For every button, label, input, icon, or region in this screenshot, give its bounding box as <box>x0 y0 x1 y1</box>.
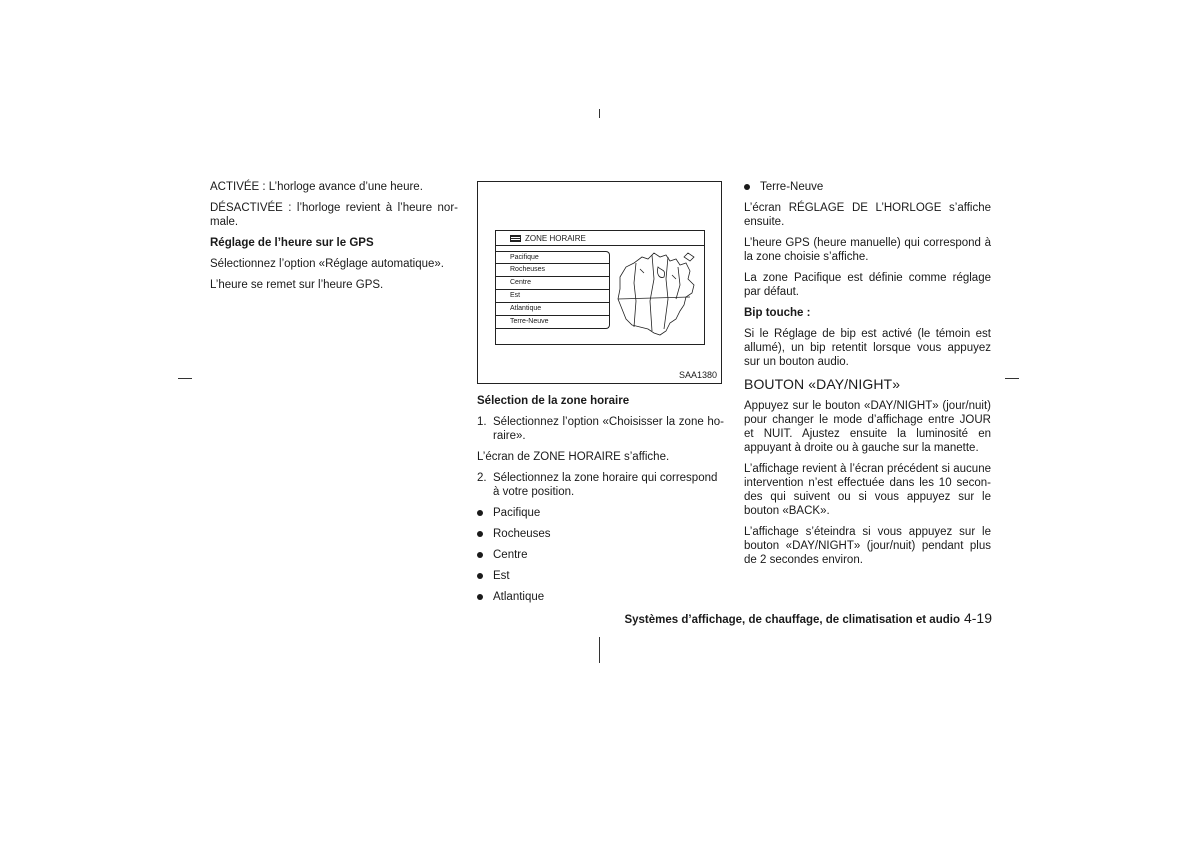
crop-mark-top <box>599 109 600 118</box>
step-text: Sélectionnez la zone horaire qui correspond à votre position. <box>493 472 718 498</box>
menu-item: Pacifique <box>496 251 610 264</box>
middle-column <box>477 394 724 611</box>
screen-title: ZONE HORAIRE <box>525 233 586 243</box>
paragraph-clock-screen: L’écran RÉGLAGE DE L’HORLOGE s’affiche ensuite. <box>744 202 991 228</box>
paragraph-select-auto: Sélectionnez l’option «Réglage automatique». <box>210 258 444 270</box>
left-column <box>210 180 458 299</box>
list-item: Pacifique <box>477 506 724 520</box>
screen-title-bar <box>496 231 704 246</box>
paragraph-beep: Si le Réglage de bip est activé (le témoin est allumé), un bip retentit lorsque vous appuyez sur un bouton audio. <box>744 328 991 368</box>
heading-beep: Bip touche : <box>744 307 811 319</box>
menu-icon <box>510 235 521 242</box>
bullet-icon <box>477 510 483 516</box>
bullet-icon <box>477 531 483 537</box>
list-item: Est <box>477 569 724 583</box>
heading-day-night-button: BOUTON «DAY/NIGHT» <box>744 376 901 392</box>
list-item: Rocheuses <box>477 527 724 541</box>
figure-code: SAA1380 <box>678 370 717 380</box>
menu-item: Rocheuses <box>496 264 610 277</box>
bullet-icon <box>744 184 750 190</box>
step-number: 2. <box>477 472 487 484</box>
chapter-title: Systèmes d’affichage, de chauffage, de climatisation et audio <box>624 614 960 626</box>
figure-time-zone-screen <box>477 181 722 384</box>
screen-illustration <box>495 230 705 345</box>
crop-mark-left <box>178 378 192 379</box>
menu-item: Centre <box>496 277 610 290</box>
list-item: Terre-Neuve <box>744 180 991 194</box>
step-1 <box>477 415 724 443</box>
paragraph-gps-time: L’heure GPS (heure manuelle) qui correspond à la zone choisie s’affiche. <box>744 237 991 263</box>
paragraph-gps-reset: L’heure se remet sur l’heure GPS. <box>210 279 384 291</box>
paragraph-timeout: L’affichage revient à l’écran précédent si aucune intervention n’est effectuée dans les 10 secondes qui suivent ou si vous appuyez sur le bouton «BACK». <box>744 463 991 517</box>
bullet-icon <box>477 594 483 600</box>
paragraph-desactivee: DÉSACTIVÉE : l’horloge revient à l’heure normale. <box>210 202 458 228</box>
paragraph-default-zone: La zone Pacifique est définie comme réglage par défaut. <box>744 272 991 298</box>
bullet-icon <box>477 552 483 558</box>
paragraph-off: L’affichage s’éteindra si vous appuyez sur le bouton «DAY/NIGHT» (jour/nuit) pendant plus de 2 secondes environ. <box>744 526 991 566</box>
heading-gps-time: Réglage de l’heure sur le GPS <box>210 237 374 249</box>
right-column <box>744 180 991 574</box>
bullet-icon <box>477 573 483 579</box>
crop-mark-bottom <box>599 637 600 663</box>
step-text: Sélectionnez l’option «Choisisser la zone horaire». <box>493 416 724 442</box>
page-number: 4-19 <box>963 610 992 626</box>
heading-zone-selection: Sélection de la zone horaire <box>477 395 630 407</box>
paragraph-activee: ACTIVÉE : L’horloge avance d’une heure. <box>210 181 423 193</box>
north-america-map-icon <box>614 249 702 341</box>
paragraph-zone-screen: L’écran de ZONE HORAIRE s’affiche. <box>477 451 670 463</box>
menu-item: Est <box>496 290 610 303</box>
menu-item: Atlantique <box>496 303 610 316</box>
step-number: 1. <box>477 416 487 428</box>
paragraph-day-night: Appuyez sur le bouton «DAY/NIGHT» (jour/nuit) pour changer le mode d’affichage entre JOUR et NUIT. Ajustez ensuite la luminosité en appuyant à droite ou à gauche sur la manette. <box>744 400 991 454</box>
step-2 <box>477 471 724 499</box>
crop-mark-right <box>1005 378 1019 379</box>
menu-item: Terre-Neuve <box>496 316 610 329</box>
zone-menu <box>496 251 610 329</box>
list-item: Centre <box>477 548 724 562</box>
page-footer <box>612 610 992 626</box>
list-item: Atlantique <box>477 590 724 604</box>
